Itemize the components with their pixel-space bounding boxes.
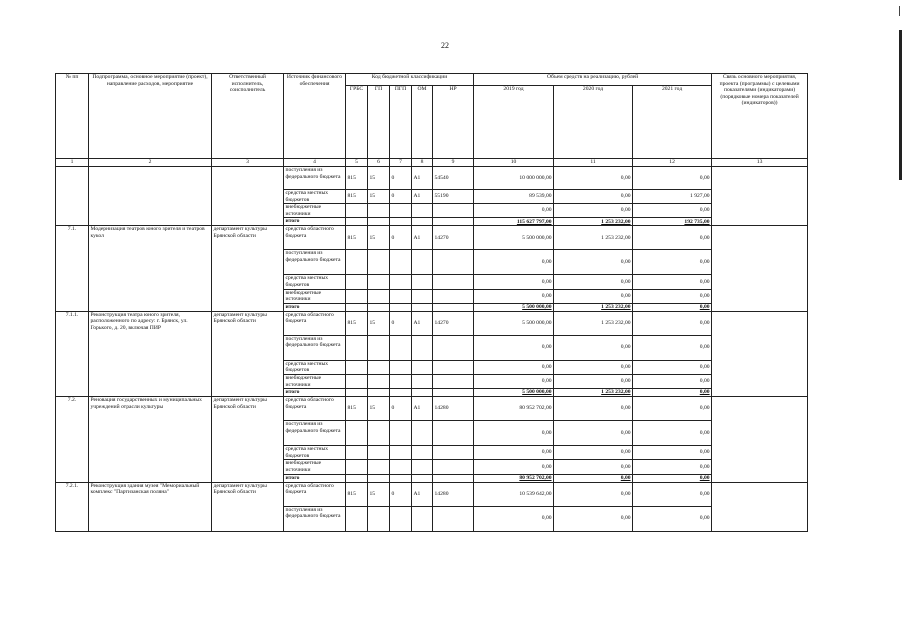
amount-2019: 5 500 000,00 (474, 303, 554, 311)
amount-2021: 0,00 (633, 303, 712, 311)
amount-2020: 0,00 (554, 474, 633, 482)
code-gp (368, 303, 390, 311)
amount-2021: 0,00 (633, 397, 712, 421)
amount-2021: 0,00 (633, 506, 712, 531)
code-np (433, 289, 474, 303)
amount-2021: 0,00 (633, 421, 712, 446)
amount-2021: 0,00 (633, 250, 712, 275)
amount-2021: 0,00 (633, 226, 712, 250)
header-source: Источник финансового обеспечения (284, 74, 346, 159)
code-gp: 15 (368, 482, 390, 506)
code-np (433, 204, 474, 218)
budget-table-body (56, 167, 808, 532)
code-np (433, 335, 474, 360)
item-number: 7.1. (56, 226, 89, 311)
amount-2020: 0,00 (554, 275, 633, 289)
funding-source: внебюджетные источники (284, 374, 346, 388)
amount-2021: 0,00 (633, 374, 712, 388)
funding-source: средства местных бюджетов (284, 446, 346, 460)
budget-table (55, 73, 808, 532)
code-pgp: 0 (390, 226, 412, 250)
amount-2021: 0,00 (633, 275, 712, 289)
budget-table-container (55, 73, 807, 532)
amount-2021: 0,00 (633, 474, 712, 482)
code-np (433, 250, 474, 275)
code-om: А1 (412, 397, 433, 421)
item-number: 7.2.1. (56, 482, 89, 531)
code-gp (368, 289, 390, 303)
item-name: Реновация государственных и муниципальных учреждений отрасли культуры (89, 397, 212, 482)
amount-2021: 192 735,00 (633, 218, 712, 226)
code-pgp (390, 289, 412, 303)
code-gp (368, 474, 390, 482)
code-om (412, 474, 433, 482)
code-np (433, 421, 474, 446)
code-gp (368, 460, 390, 474)
header-om: ОМ (412, 86, 433, 159)
indicator-link (712, 397, 808, 482)
code-grbs (346, 303, 368, 311)
item-executor (212, 167, 284, 226)
code-om (412, 303, 433, 311)
code-grbs (346, 250, 368, 275)
funding-source: внебюджетные источники (284, 204, 346, 218)
code-grbs (346, 289, 368, 303)
code-pgp (390, 335, 412, 360)
code-np: 14270 (433, 311, 474, 335)
code-np: 14280 (433, 482, 474, 506)
amount-2020: 0,00 (554, 289, 633, 303)
column-number-row (56, 159, 808, 167)
item-name: Реконструкция здания музея "Мемориальный комплекс "Партизанская поляна" (89, 482, 212, 531)
code-gp (368, 204, 390, 218)
col-number: 13 (712, 159, 808, 167)
code-grbs (346, 374, 368, 388)
code-pgp (390, 389, 412, 397)
amount-2020: 1 253 232,00 (554, 303, 633, 311)
amount-2019: 10 000 000,00 (474, 167, 554, 190)
code-np (433, 360, 474, 374)
funding-source: средства областного бюджета (284, 397, 346, 421)
amount-2021: 0,00 (633, 204, 712, 218)
amount-2019: 80 952 702,00 (474, 474, 554, 482)
code-om (412, 275, 433, 289)
code-om (412, 204, 433, 218)
amount-2020: 0,00 (554, 460, 633, 474)
amount-2020: 0,00 (554, 250, 633, 275)
item-executor: департамент культуры Брянской области (212, 397, 284, 482)
table-row (56, 226, 808, 250)
code-gp (368, 446, 390, 460)
amount-2020: 0,00 (554, 190, 633, 204)
funding-source: внебюджетные источники (284, 460, 346, 474)
amount-2020: 0,00 (554, 446, 633, 460)
code-np (433, 374, 474, 388)
funding-source: поступления из федерального бюджета (284, 250, 346, 275)
col-number: 6 (368, 159, 390, 167)
code-om: А1 (412, 226, 433, 250)
code-om (412, 460, 433, 474)
funding-source: поступления из федерального бюджета (284, 506, 346, 531)
amount-2019: 0,00 (474, 460, 554, 474)
amount-2019: 0,00 (474, 374, 554, 388)
funding-source: средства местных бюджетов (284, 360, 346, 374)
code-om: А1 (412, 190, 433, 204)
code-grbs: 815 (346, 190, 368, 204)
table-row (56, 397, 808, 421)
code-gp (368, 335, 390, 360)
amount-2020: 0,00 (554, 421, 633, 446)
amount-2019: 0,00 (474, 506, 554, 531)
header-grbs: ГРБС (346, 86, 368, 159)
item-name: Реконструкция театра юного зрителя, расположенного по адресу: г. Брянск, ул. Горького, д. 20, включая ПИР (89, 311, 212, 396)
header-name: Подпрограмма, основное мероприятие (проект), направление расходов, мероприятие (89, 74, 212, 159)
code-np: 14280 (433, 397, 474, 421)
funding-source: внебюджетные источники (284, 289, 346, 303)
amount-2021: 0,00 (633, 289, 712, 303)
code-om (412, 335, 433, 360)
amount-2020: 0,00 (554, 167, 633, 190)
amount-2021: 1 927,00 (633, 190, 712, 204)
item-executor: департамент культуры Брянской области (212, 226, 284, 311)
col-number: 2 (89, 159, 212, 167)
code-grbs (346, 474, 368, 482)
amount-2020: 0,00 (554, 397, 633, 421)
amount-2020: 1 253 232,00 (554, 218, 633, 226)
code-pgp (390, 204, 412, 218)
code-gp (368, 506, 390, 531)
code-gp: 15 (368, 190, 390, 204)
code-grbs: 815 (346, 226, 368, 250)
amount-2021: 0,00 (633, 335, 712, 360)
table-row (56, 311, 808, 335)
code-np: 14270 (433, 226, 474, 250)
code-om (412, 289, 433, 303)
amount-2020: 0,00 (554, 335, 633, 360)
code-pgp: 0 (390, 311, 412, 335)
amount-2020: 0,00 (554, 374, 633, 388)
code-om (412, 446, 433, 460)
code-pgp (390, 250, 412, 275)
item-name (89, 167, 212, 226)
funding-source: итого (284, 474, 346, 482)
page-number: 22 (441, 41, 449, 50)
amount-2019: 0,00 (474, 275, 554, 289)
indicator-link (712, 482, 808, 531)
code-np (433, 446, 474, 460)
scan-edge-mark (899, 30, 902, 180)
code-om (412, 506, 433, 531)
code-grbs (346, 421, 368, 446)
code-gp (368, 421, 390, 446)
code-np (433, 275, 474, 289)
code-grbs (346, 389, 368, 397)
header-2020: 2020 год (554, 86, 633, 159)
scan-edge-mark-top (899, 6, 900, 16)
code-grbs (346, 275, 368, 289)
col-number: 8 (412, 159, 433, 167)
header-executor: Ответственный исполнитель, соисполнитель (212, 74, 284, 159)
amount-2021: 0,00 (633, 360, 712, 374)
col-number: 4 (284, 159, 346, 167)
code-gp (368, 374, 390, 388)
code-gp: 15 (368, 167, 390, 190)
code-gp (368, 360, 390, 374)
code-gp: 15 (368, 311, 390, 335)
code-np (433, 506, 474, 531)
funding-source: средства областного бюджета (284, 311, 346, 335)
code-pgp (390, 474, 412, 482)
item-name: Модернизация театров юного зрителя и театров кукол (89, 226, 212, 311)
code-gp (368, 275, 390, 289)
amount-2019: 0,00 (474, 360, 554, 374)
funding-source: средства местных бюджетов (284, 190, 346, 204)
code-om (412, 374, 433, 388)
code-pgp (390, 303, 412, 311)
code-pgp (390, 275, 412, 289)
amount-2020: 0,00 (554, 360, 633, 374)
code-om: А1 (412, 482, 433, 506)
amount-2020: 0,00 (554, 204, 633, 218)
code-np (433, 389, 474, 397)
header-num: № пп (56, 74, 89, 159)
code-grbs: 815 (346, 397, 368, 421)
code-grbs (346, 335, 368, 360)
funding-source: поступления из федерального бюджета (284, 335, 346, 360)
code-np (433, 218, 474, 226)
code-pgp (390, 421, 412, 446)
header-pgp: ПГП (390, 86, 412, 159)
indicator-link (712, 226, 808, 311)
funding-source: итого (284, 218, 346, 226)
amount-2021: 0,00 (633, 482, 712, 506)
code-om (412, 389, 433, 397)
code-np (433, 303, 474, 311)
code-np: 55190 (433, 190, 474, 204)
amount-2019: 0,00 (474, 250, 554, 275)
amount-2019: 80 952 702,00 (474, 397, 554, 421)
code-grbs (346, 360, 368, 374)
code-np (433, 474, 474, 482)
amount-2021: 0,00 (633, 167, 712, 190)
code-grbs (346, 218, 368, 226)
amount-2019: 5 500 000,00 (474, 389, 554, 397)
code-pgp (390, 218, 412, 226)
code-pgp (390, 446, 412, 460)
code-gp (368, 389, 390, 397)
header-link: Связь основного мероприятия, проекта (программы) с целевыми показателями (индикаторами) (порядковые номера показателей (индикаторов)) (712, 74, 808, 159)
amount-2019: 89 539,00 (474, 190, 554, 204)
col-number: 12 (633, 159, 712, 167)
col-number: 9 (433, 159, 474, 167)
code-pgp: 0 (390, 482, 412, 506)
header-2021: 2021 год (633, 86, 712, 159)
item-number: 7.1.1. (56, 311, 89, 396)
table-row (56, 167, 808, 190)
code-np: 54540 (433, 167, 474, 190)
amount-2019: 10 539 642,00 (474, 482, 554, 506)
item-number (56, 167, 89, 226)
code-gp: 15 (368, 226, 390, 250)
amount-2021: 0,00 (633, 446, 712, 460)
item-executor: департамент культуры Брянской области (212, 311, 284, 396)
header-2019: 2019 год (474, 86, 554, 159)
code-pgp: 0 (390, 397, 412, 421)
amount-2020: 1 253 232,00 (554, 311, 633, 335)
amount-2019: 5 500 000,00 (474, 311, 554, 335)
indicator-link (712, 311, 808, 396)
code-grbs (346, 446, 368, 460)
amount-2021: 0,00 (633, 460, 712, 474)
code-grbs: 815 (346, 167, 368, 190)
amount-2021: 0,00 (633, 311, 712, 335)
col-number: 5 (346, 159, 368, 167)
header-volume-group: Объем средств на реализацию, рублей (474, 74, 712, 86)
header-np: НР (433, 86, 474, 159)
funding-source: средства местных бюджетов (284, 275, 346, 289)
col-number: 1 (56, 159, 89, 167)
code-om: А1 (412, 311, 433, 335)
funding-source: средства областного бюджета (284, 482, 346, 506)
code-gp (368, 250, 390, 275)
code-pgp: 0 (390, 167, 412, 190)
amount-2019: 5 500 000,00 (474, 226, 554, 250)
code-grbs: 815 (346, 482, 368, 506)
table-row (56, 482, 808, 506)
amount-2019: 0,00 (474, 289, 554, 303)
header-gp: ГП (368, 86, 390, 159)
code-om (412, 360, 433, 374)
amount-2020: 1 253 232,00 (554, 226, 633, 250)
code-pgp (390, 374, 412, 388)
funding-source: итого (284, 303, 346, 311)
amount-2019: 0,00 (474, 446, 554, 460)
col-number: 3 (212, 159, 284, 167)
code-grbs (346, 506, 368, 531)
header-code-group: Код бюджетной классификации (346, 74, 474, 86)
funding-source: средства областного бюджета (284, 226, 346, 250)
code-grbs (346, 204, 368, 218)
col-number: 7 (390, 159, 412, 167)
code-pgp: 0 (390, 190, 412, 204)
amount-2019: 115 627 797,00 (474, 218, 554, 226)
funding-source: поступления из федерального бюджета (284, 167, 346, 190)
code-om (412, 218, 433, 226)
col-number: 11 (554, 159, 633, 167)
code-om: А1 (412, 167, 433, 190)
item-number: 7.2. (56, 397, 89, 482)
amount-2019: 0,00 (474, 421, 554, 446)
code-grbs (346, 460, 368, 474)
amount-2019: 0,00 (474, 204, 554, 218)
amount-2020: 0,00 (554, 482, 633, 506)
code-pgp (390, 360, 412, 374)
code-np (433, 460, 474, 474)
funding-source: поступления из федерального бюджета (284, 421, 346, 446)
code-gp: 15 (368, 397, 390, 421)
code-gp (368, 218, 390, 226)
code-om (412, 250, 433, 275)
col-number: 10 (474, 159, 554, 167)
funding-source: итого (284, 389, 346, 397)
code-om (412, 421, 433, 446)
indicator-link (712, 167, 808, 226)
amount-2020: 1 253 232,00 (554, 389, 633, 397)
amount-2019: 0,00 (474, 335, 554, 360)
code-pgp (390, 460, 412, 474)
amount-2020: 0,00 (554, 506, 633, 531)
amount-2021: 0,00 (633, 389, 712, 397)
item-executor: департамент культуры Брянской области (212, 482, 284, 531)
code-grbs: 815 (346, 311, 368, 335)
code-pgp (390, 506, 412, 531)
